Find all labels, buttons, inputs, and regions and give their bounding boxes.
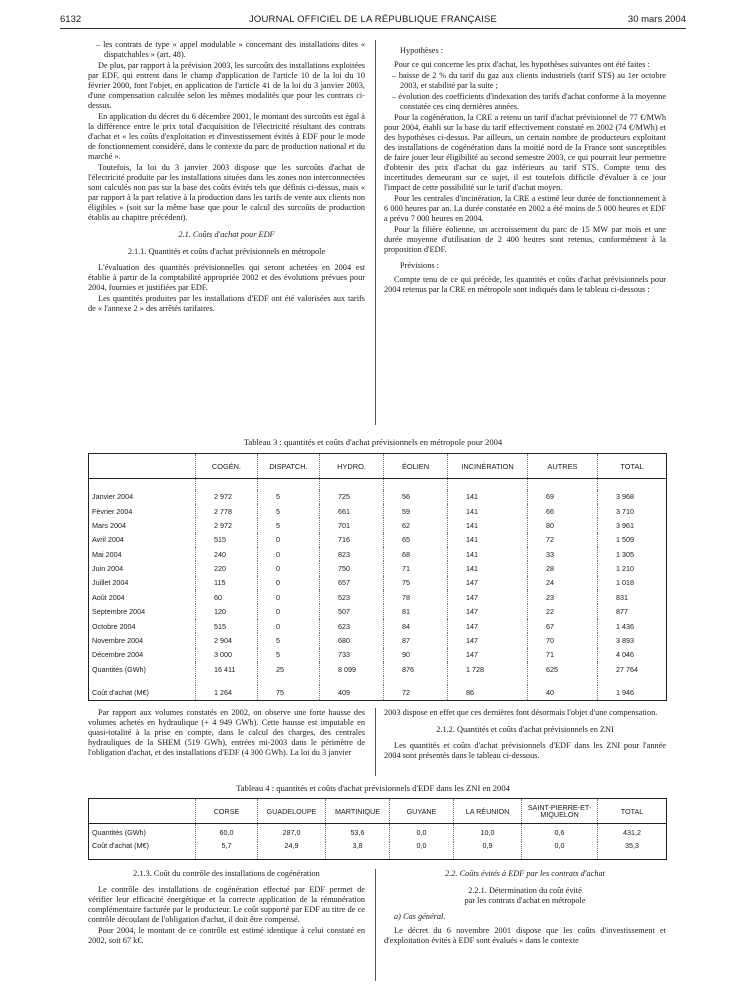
table-row: [89, 576, 667, 590]
table-cell: 876: [384, 662, 448, 676]
table-cell: 2 904: [196, 633, 258, 647]
table-cell: 87: [384, 633, 448, 647]
table-cell: 3 961: [598, 518, 667, 532]
table-cell: Décembre 2004: [92, 650, 144, 660]
table-cell: 661: [320, 504, 384, 518]
table-cell: Juillet 2004: [92, 578, 129, 588]
table-cell: 3,8: [326, 842, 390, 860]
table-cell: 86: [448, 685, 528, 700]
table-row: [89, 561, 667, 575]
table-cell: 0: [258, 561, 320, 575]
table-cell: 0: [258, 590, 320, 604]
table-cell: 60,0: [196, 824, 258, 842]
table-cell: 1 509: [598, 533, 667, 547]
table-cell: 62: [384, 518, 448, 532]
table-cell: [196, 479, 258, 490]
table-cell: 141: [448, 518, 528, 532]
paragraph: Pour la cogénération, la CRE a retenu un tarif d'achat prévisionnel de 77 €/MWh pour 2004, établi sur la base du tarif effectivement constaté en 2002 (74 €/MWh) et des hypothèses ci-dessus. Par ailleurs, un certain nombre de producteurs exploitant des installations de cogénération dans la moitié nord de la France sont susceptibles de faire jouer leur éligibilité au second semestre 2003, ce qui pourrait leur permettre d'obtenir des prix d'achat du gaz inférieurs au tarif STS. Compte tenu des incertitudes demeurant sur ce sujet, il est toutefois difficile d'évaluer à ce jour l'impact de cette possibilité sur le tarif d'achat moyen.: [384, 113, 666, 192]
table-cell: Janvier 2004: [92, 492, 134, 502]
table-cell: 1 264: [196, 685, 258, 700]
table-cell: 147: [448, 648, 528, 662]
table-cell: 2 972: [196, 490, 258, 504]
table-cell: [258, 479, 320, 490]
table-cell: 81: [384, 604, 448, 618]
paragraph: Pour la filière éolienne, un accroissement du parc de 15 MW par mois et une durée moyenne d'utilisation de 2 400 heures sont retenus, conformément à la proposition d'EDF.: [384, 225, 666, 254]
table-cell: 65: [384, 533, 448, 547]
table-cell: 623: [320, 619, 384, 633]
table-cell: 0,6: [522, 824, 598, 842]
table-cell: 147: [448, 619, 528, 633]
table-row: [89, 479, 667, 490]
table-cell: 24,9: [258, 842, 326, 860]
table-cell: 3 000: [196, 648, 258, 662]
table-cell: 1 728: [448, 662, 528, 676]
table-cell: 23: [528, 590, 598, 604]
table3: [88, 453, 667, 701]
header-cell: ÉOLIEN: [384, 454, 448, 479]
table-cell: 72: [384, 685, 448, 700]
paragraph: Toutefois, la loi du 3 janvier 2003 dispose que les surcoûts d'achat de l'électricité produite par les installations situées dans les zones non interconnectées sont calculés non pas sur la base des coûts évités tels que définis ci-dessus, mais « par rapport à la part relative à la production dans les tarifs de vente aux clients non éligibles » (soit sur la même base que pour le calcul des surcoûts de production établis au chapitre précédent).: [88, 163, 365, 222]
table-cell: 16 411: [196, 662, 258, 676]
table-cell: [598, 676, 667, 685]
table-cell: [598, 479, 667, 490]
table-cell: 750: [320, 561, 384, 575]
header-cell: TOTAL: [598, 454, 667, 479]
table-cell: 657: [320, 576, 384, 590]
table-row: [89, 504, 667, 518]
table-cell: [448, 479, 528, 490]
table-cell: 78: [384, 590, 448, 604]
header-rule: [60, 28, 686, 29]
paragraph: Pour les centrales d'incinération, la CRE a estimé leur durée de fonctionnement à 6 000 heures par an. La durée constatée en 2002 a été moins de 5 000 heures et EDF a prévu 7 000 heures en 2004.: [384, 194, 666, 223]
table-cell: [196, 676, 258, 685]
table-cell: Mars 2004: [92, 520, 126, 530]
table-cell: 1 305: [598, 547, 667, 561]
table-cell: Septembre 2004: [92, 607, 146, 617]
table-cell: 28: [528, 561, 598, 575]
table-row: [89, 590, 667, 604]
table-cell: 80: [528, 518, 598, 532]
page-header: [60, 8, 686, 30]
left-column-upper: [88, 40, 365, 315]
table-row: [89, 619, 667, 633]
paragraph: Par rapport aux volumes constatés en 2002, on observe une forte hausse des volumes achetés en hydraulique (+ 4 949 GWh). Cette hausse est imputable en quasi-totalité à la prise en compte, dans le calcul des charges, des centrales hydrauliques de la SHEM (519 GWh), entrées mi-2003 dans le périmètre de l'obligation d'achat, et des installations d'EDF (4 300 GWh). La loi du 3 janvier: [88, 708, 365, 757]
table-cell: 515: [196, 619, 258, 633]
header-cell: SAINT-PIERRE-ET-MIQUELON: [522, 799, 598, 824]
table-cell: 141: [448, 533, 528, 547]
table4-caption: Tableau 4 : quantités et coûts d'achat prévisionnels d'EDF dans les ZNI en 2004: [236, 783, 510, 793]
table-cell: 1 210: [598, 561, 667, 575]
table-cell: 40: [528, 685, 598, 700]
table-cell: 66: [528, 504, 598, 518]
table-cell: 68: [384, 547, 448, 561]
table-row: [89, 490, 667, 504]
table-cell: Quantités (GWh): [92, 664, 146, 674]
table-cell: [89, 479, 196, 490]
table-cell: 0: [258, 533, 320, 547]
table-cell: 25: [258, 662, 320, 676]
label-previsions: Prévisions :: [400, 261, 439, 270]
table-cell: [384, 479, 448, 490]
table-cell: [320, 676, 384, 685]
table-cell: 53,6: [326, 824, 390, 842]
table-cell: [384, 676, 448, 685]
table-cell: 141: [448, 504, 528, 518]
table-cell: Coût d'achat (M€): [92, 688, 149, 698]
table-header-row: [89, 454, 667, 479]
header-cell: AUTRES: [528, 454, 598, 479]
table-cell: 8 099: [320, 662, 384, 676]
table-cell: 5: [258, 648, 320, 662]
table-cell: 5: [258, 490, 320, 504]
table-cell: 27 764: [598, 662, 667, 676]
header-cell: CORSE: [196, 799, 258, 824]
table-row: [89, 547, 667, 561]
page-number: 6132: [60, 14, 82, 25]
paragraph: L'évaluation des quantités prévisionnelles qui seront achetées en 2004 est établie à partir de la comptabilité appropriée 2002 et des évolutions prévues pour 2004, fournies et justifiées par EDF.: [88, 263, 365, 292]
table-cell: 115: [196, 576, 258, 590]
table-cell: 147: [448, 590, 528, 604]
table-cell: 22: [528, 604, 598, 618]
table-cell: 3 893: [598, 633, 667, 647]
table-cell: Novembre 2004: [92, 635, 144, 645]
issue-date: 30 mars 2004: [627, 14, 686, 25]
paragraph: Les quantités et coûts d'achat prévisionnels d'EDF dans les ZNI pour l'année 2004 sont présentés dans le tableau ci-dessous.: [384, 741, 666, 760]
table-cell: 71: [528, 648, 598, 662]
table-cell: 0,0: [522, 842, 598, 860]
table-cell: 1 436: [598, 619, 667, 633]
header-cell: [89, 799, 196, 824]
paragraph: – les contrats de type « appel modulable » concernant des installations dites « dispatchables » (art. 48).: [96, 40, 365, 59]
table-cell: 625: [528, 662, 598, 676]
table-row: [89, 604, 667, 618]
table-cell: 220: [196, 561, 258, 575]
paragraph: Compte tenu de ce qui précède, les quantités et coûts d'achat prévisionnels pour 2004 retenus par la CRE en métropole sont indiqués dans le tableau ci-dessous :: [384, 275, 666, 294]
table-row: [89, 662, 667, 676]
table-row: [89, 633, 667, 647]
table-cell: 69: [528, 490, 598, 504]
paragraph: Pour 2004, le montant de ce contrôle est estimé identique à celui constaté en 2002, soit 67 k€.: [88, 926, 365, 945]
table-cell: 90: [384, 648, 448, 662]
table-row: [89, 533, 667, 547]
table-cell: 431,2: [598, 824, 667, 842]
table-cell: Février 2004: [92, 506, 133, 516]
table-cell: 0: [258, 604, 320, 618]
table-cell: Coût d'achat (M€): [92, 841, 149, 850]
table-cell: 877: [598, 604, 667, 618]
table-row: [89, 518, 667, 532]
table-cell: Mai 2004: [92, 549, 122, 559]
paragraph: En application du décret du 6 décembre 2001, le montant des surcoûts est égal à la différence entre le prix total d'acquisition de l'électricité résultant des contrats d'achat et « les coûts d'exploitation et d'investissement évités à EDF pour le mode de fonctionnement considéré, dans le contexte du parc de production national et du marché ».: [88, 112, 365, 161]
table-cell: 60: [196, 590, 258, 604]
table-cell: 515: [196, 533, 258, 547]
section-heading: 2.1. Coûts d'achat pour EDF: [178, 230, 275, 239]
column-divider: [375, 869, 376, 981]
table-cell: 71: [384, 561, 448, 575]
table-cell: 831: [598, 590, 667, 604]
table-cell: 0: [258, 547, 320, 561]
right-column-middle: [384, 708, 666, 762]
table-cell: 0,0: [390, 824, 454, 842]
table-cell: [258, 676, 320, 685]
table-cell: Juin 2004: [92, 564, 124, 574]
paragraph: Le décret du 6 novembre 2001 dispose que les coûts d'investissement et d'exploitation évités à EDF sont évalués « dans le contexte: [384, 926, 666, 945]
table4: [88, 798, 667, 860]
table-cell: 287,0: [258, 824, 326, 842]
table-cell: 240: [196, 547, 258, 561]
subsection-heading: 2.2.1. Détermination du coût évité: [468, 886, 582, 895]
left-column-lower: [88, 869, 365, 947]
table-cell: 72: [528, 533, 598, 547]
table-cell: 733: [320, 648, 384, 662]
table-cell: 35,3: [598, 842, 667, 860]
table-header-row: [89, 799, 667, 824]
section-heading: 2.2. Coûts évités à EDF par les contrats d'achat: [445, 869, 605, 878]
table-cell: 2 972: [196, 518, 258, 532]
table-cell: 3 710: [598, 504, 667, 518]
table-cell: [528, 479, 598, 490]
header-cell: INCINÉRATION: [448, 454, 528, 479]
right-column-lower: [384, 869, 666, 947]
right-column-upper: [384, 40, 666, 296]
table-cell: 0: [258, 619, 320, 633]
table-cell: 523: [320, 590, 384, 604]
table-row: [89, 824, 667, 842]
table-cell: 59: [384, 504, 448, 518]
subsection-heading: 2.1.2. Quantités et coûts d'achat prévisionnels en ZNI: [436, 725, 614, 734]
table-cell: 75: [384, 576, 448, 590]
table3-caption: Tableau 3 : quantités et coûts d'achat prévisionnels en métropole pour 2004: [243, 437, 503, 447]
table-cell: 680: [320, 633, 384, 647]
subsection-heading-cont: par les contrats d'achat en métropole: [464, 896, 586, 905]
label-hypotheses: Hypothèses :: [400, 46, 444, 55]
table-row: [89, 648, 667, 662]
table-row: [89, 685, 667, 700]
table-cell: 120: [196, 604, 258, 618]
column-divider: [375, 708, 376, 776]
table-cell: 823: [320, 547, 384, 561]
paragraph: Les quantités produites par les installations d'EDF ont été valorisées aux tarifs de « l'annexe 2 » des arrêtés tarifaires.: [88, 294, 365, 313]
table-cell: 56: [384, 490, 448, 504]
table-cell: 5: [258, 504, 320, 518]
table-cell: 0,0: [390, 842, 454, 860]
table-cell: 147: [448, 576, 528, 590]
paragraph: Le contrôle des installations de cogénération effectué par EDF permet de vérifier leur efficacité énergétique et la correcte application de la rémunération complémentaire facturée par le producteur. Le coût supporté par EDF au titre de ce contrôle découlant de l'obligation d'achat, il doit être compensé.: [88, 885, 365, 924]
table-cell: 725: [320, 490, 384, 504]
header-cell: HYDRO.: [320, 454, 384, 479]
table-cell: 409: [320, 685, 384, 700]
table-cell: 141: [448, 490, 528, 504]
table-cell: 5: [258, 633, 320, 647]
table-cell: 507: [320, 604, 384, 618]
table-cell: [448, 676, 528, 685]
table-cell: 5,7: [196, 842, 258, 860]
column-divider: [375, 40, 376, 425]
header-cell: TOTAL: [598, 799, 667, 824]
list-item: – évolution des coefficients d'indexation des tarifs d'achat conforme à la moyenne constatée ces cinq dernières années.: [392, 92, 666, 111]
header-cell: LA RÉUNION: [454, 799, 522, 824]
header-cell: COGÉN.: [196, 454, 258, 479]
table-cell: 147: [448, 604, 528, 618]
table-cell: 0,9: [454, 842, 522, 860]
table-cell: Avril 2004: [92, 535, 124, 545]
table-row: [89, 842, 667, 860]
table-cell: Août 2004: [92, 592, 125, 602]
table-cell: [320, 479, 384, 490]
table-cell: 5: [258, 518, 320, 532]
table4-body: [89, 824, 667, 860]
list-item: – baisse de 2 % du tarif du gaz aux clients industriels (tarif STS) au 1er octobre 2003, et stabilité par la suite ;: [392, 71, 666, 90]
table-cell: 24: [528, 576, 598, 590]
table-cell: 701: [320, 518, 384, 532]
table-cell: Quantités (GWh): [92, 828, 146, 838]
table-cell: 70: [528, 633, 598, 647]
header-cell: GUYANE: [390, 799, 454, 824]
table-cell: 147: [448, 633, 528, 647]
table-cell: 141: [448, 561, 528, 575]
paragraph: 2003 dispose en effet que ces dernières font désormais l'objet d'une compensation.: [384, 708, 658, 717]
header-cell: MARTINIQUE: [326, 799, 390, 824]
table-cell: 84: [384, 619, 448, 633]
table-row: [89, 676, 667, 685]
table-cell: 67: [528, 619, 598, 633]
table-cell: Octobre 2004: [92, 621, 136, 631]
table-cell: 1 018: [598, 576, 667, 590]
journal-title: JOURNAL OFFICIEL DE LA RÉPUBLIQUE FRANÇAISE: [248, 14, 498, 25]
header-cell: GUADELOUPE: [258, 799, 326, 824]
left-column-middle: [88, 708, 365, 759]
case-label: a) Cas général.: [394, 912, 446, 921]
table3-body: [89, 479, 667, 701]
table-cell: 33: [528, 547, 598, 561]
paragraph: Pour ce qui concerne les prix d'achat, les hypothèses suivantes ont été faites :: [394, 60, 650, 69]
header-cell: [89, 454, 196, 479]
header-cell: DISPATCH.: [258, 454, 320, 479]
table-cell: [528, 676, 598, 685]
subsection-heading: 2.1.3. Coût du contrôle des installations de cogénération: [133, 869, 320, 878]
paragraph: De plus, par rapport à la prévision 2003, les surcoûts des installations exploitées par EDF, qui entrent dans le champ d'application de l'article 10 de la loi du 10 février 2000, font l'objet, en application de l'article 41 de la loi du 3 janvier 2003, d'une compensation calculée selon les mêmes modalités que pour les contrats ci-dessus.: [88, 61, 365, 110]
table-cell: 141: [448, 547, 528, 561]
table-cell: 0: [258, 576, 320, 590]
table-cell: [89, 676, 196, 685]
table-cell: 75: [258, 685, 320, 700]
table-cell: 2 778: [196, 504, 258, 518]
table-cell: 1 946: [598, 685, 667, 700]
table-cell: 716: [320, 533, 384, 547]
table-cell: 4 046: [598, 648, 667, 662]
subsection-heading: 2.1.1. Quantités et coûts d'achat prévisionnels en métropole: [127, 247, 326, 256]
table-cell: 3 968: [598, 490, 667, 504]
table-cell: 10,0: [454, 824, 522, 842]
